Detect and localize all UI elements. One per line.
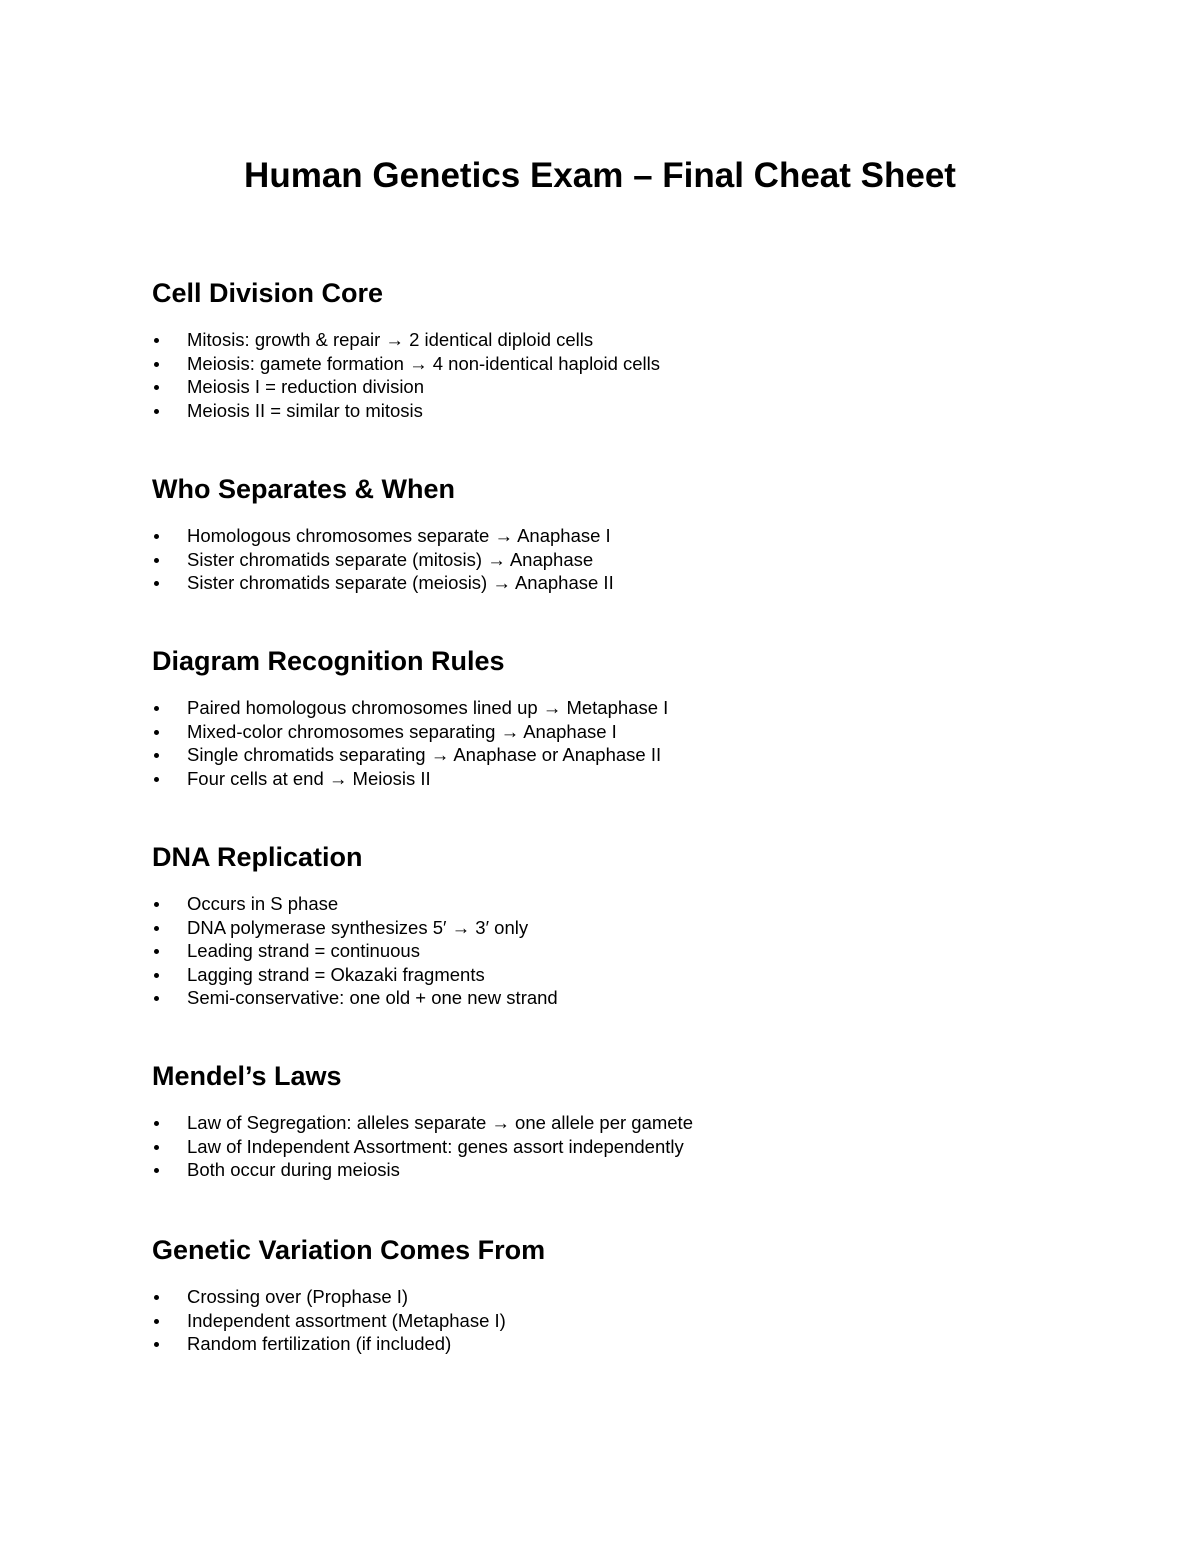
bullet-icon (154, 338, 159, 343)
bullet-icon (154, 534, 159, 539)
section-who-separates-when (152, 472, 1102, 593)
page-title: Human Genetics Exam – Final Cheat Sheet (244, 156, 956, 195)
list-item (152, 1332, 1102, 1356)
list-item-text: Meiosis II = similar to mitosis (187, 399, 423, 421)
bullet-icon (154, 973, 159, 978)
bullet-icon (154, 902, 159, 907)
list-item-text: Single chromatids separating → Anaphase or Anaphase II (187, 744, 662, 765)
list-item-text: Semi-conservative: one old + one new strand (187, 987, 558, 1008)
list-item (152, 1285, 1102, 1309)
list-item (152, 986, 1102, 1010)
list-item (152, 916, 1102, 940)
bullet-icon (154, 1295, 159, 1300)
list-item-text: Both occur during meiosis (187, 1159, 400, 1180)
section-cell-division-core (152, 276, 1102, 421)
section-diagram-recognition-rules (152, 644, 1102, 789)
bullet-list (152, 1111, 1102, 1182)
bullet-icon (154, 409, 159, 414)
bullet-list (152, 328, 1102, 422)
list-item (152, 571, 1102, 595)
list-item-text: Independent assortment (Metaphase I) (187, 1309, 506, 1331)
section-genetic-variation (152, 1233, 1102, 1354)
section-heading: Cell Division Core (152, 278, 384, 308)
list-item-text: Occurs in S phase (187, 893, 339, 914)
bullet-icon (154, 1168, 159, 1173)
list-item (152, 1111, 1102, 1135)
list-item-text: Law of Independent Assortment: genes assort independently (187, 1135, 684, 1157)
list-item (152, 892, 1102, 916)
list-item (152, 328, 1102, 352)
list-item-text: Lagging strand = Okazaki fragments (187, 963, 485, 985)
bullet-icon (154, 949, 159, 954)
bullet-icon (154, 1319, 159, 1324)
list-item-text: Sister chromatids separate (meiosis) → Anaphase II (187, 572, 614, 593)
bullet-list (152, 892, 1102, 1010)
list-item (152, 720, 1102, 744)
list-item (152, 743, 1102, 767)
list-item-text: Mitosis: growth & repair → 2 identical diploid cells (187, 329, 594, 350)
list-item-text: DNA polymerase synthesizes 5′ → 3′ only (187, 916, 529, 938)
list-item-text: Meiosis I = reduction division (187, 376, 425, 397)
section-heading: Mendel’s Laws (152, 1061, 342, 1091)
section-heading: Diagram Recognition Rules (152, 646, 505, 676)
bullet-icon (154, 362, 159, 367)
list-item-text: Law of Segregation: alleles separate → one allele per gamete (187, 1112, 693, 1133)
section-heading: Genetic Variation Comes From (152, 1235, 546, 1265)
bullet-icon (154, 385, 159, 390)
list-item-text: Sister chromatids separate (mitosis) → Anaphase (187, 548, 594, 570)
list-item-text: Random fertilization (if included) (187, 1333, 452, 1354)
list-item (152, 1309, 1102, 1333)
bullet-icon (154, 753, 159, 758)
list-item (152, 1158, 1102, 1182)
bullet-icon (154, 581, 159, 586)
bullet-list (152, 696, 1102, 790)
list-item-text: Four cells at end → Meiosis II (187, 767, 431, 789)
section-dna-replication (152, 840, 1102, 1008)
list-item (152, 963, 1102, 987)
list-item (152, 1135, 1102, 1159)
section-mendels-laws (152, 1059, 1102, 1180)
list-item-text: Meiosis: gamete formation → 4 non-identical haploid cells (187, 352, 661, 374)
list-item-text: Leading strand = continuous (187, 940, 420, 961)
bullet-icon (154, 730, 159, 735)
list-item (152, 548, 1102, 572)
list-item (152, 524, 1102, 548)
bullet-icon (154, 1145, 159, 1150)
bullet-icon (154, 777, 159, 782)
list-item (152, 939, 1102, 963)
bullet-icon (154, 558, 159, 563)
bullet-icon (154, 1342, 159, 1347)
section-heading: Who Separates & When (152, 474, 456, 504)
list-item (152, 352, 1102, 376)
list-item-text: Mixed-color chromosomes separating → Anaphase I (187, 720, 617, 742)
list-item-text: Paired homologous chromosomes lined up → Metaphase I (187, 697, 669, 718)
bullet-icon (154, 996, 159, 1001)
bullet-icon (154, 926, 159, 931)
bullet-icon (154, 706, 159, 711)
bullet-icon (154, 1121, 159, 1126)
list-item (152, 696, 1102, 720)
bullet-list (152, 524, 1102, 595)
list-item (152, 399, 1102, 423)
list-item (152, 767, 1102, 791)
list-item (152, 375, 1102, 399)
bullet-list (152, 1285, 1102, 1356)
list-item-text: Homologous chromosomes separate → Anaphase I (187, 525, 611, 546)
list-item-text: Crossing over (Prophase I) (187, 1286, 409, 1307)
section-heading: DNA Replication (152, 842, 363, 872)
